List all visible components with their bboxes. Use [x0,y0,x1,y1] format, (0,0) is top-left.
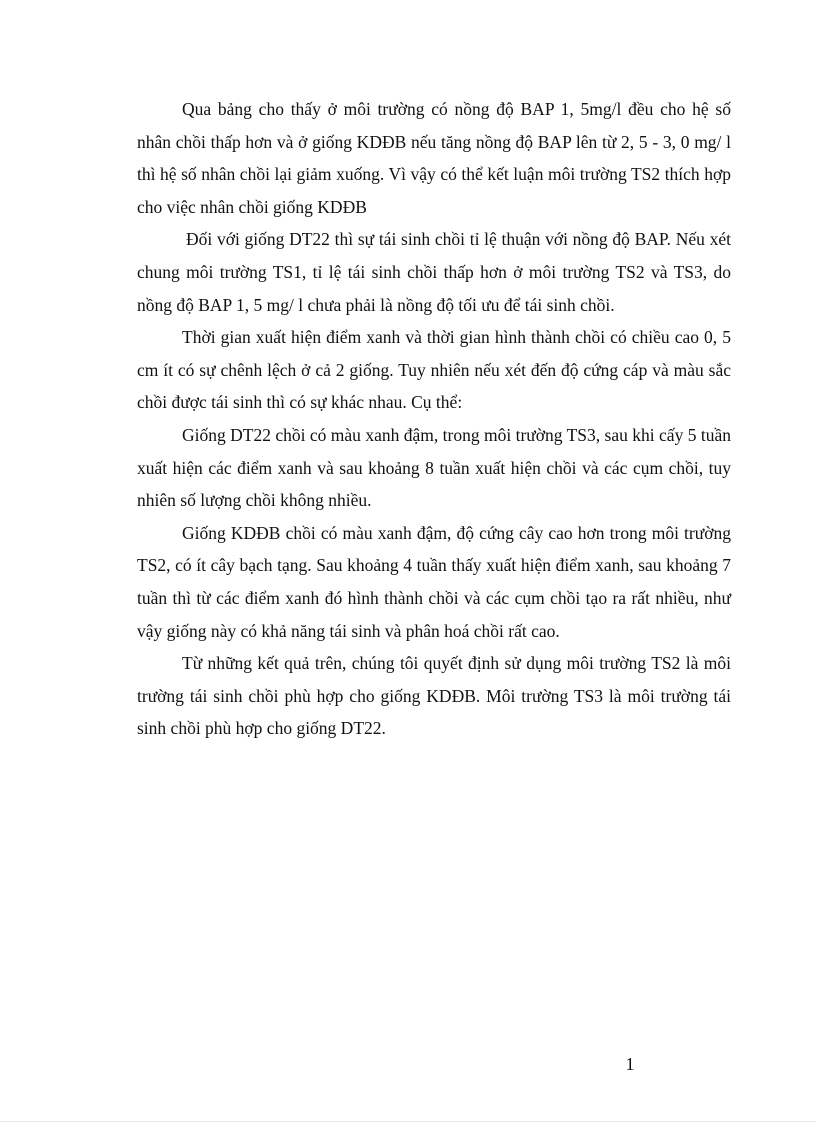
page-number: 1 [625,1054,635,1074]
paragraph-dt22-regeneration: Đối với giống DT22 thì sự tái sinh chồi tỉ lệ thuận với nồng độ BAP. Nếu xét chung môi trường TS1, tỉ lệ tái sinh chồi thấp hơn ở môi trường TS2 và TS3, do nồng độ BAP 1, 5 mg/ l chưa phải là nồng độ tối ưu để tái sinh chồi. [137,229,731,315]
body-text [137,93,731,745]
paragraph-conclusion: Từ những kết quả trên, chúng tôi quyết định sử dụng môi trường TS2 là môi trường tái sinh chồi phù hợp cho giống KDĐB. Môi trường TS3 là môi trường tái sinh chồi phù hợp cho giống DT22. [137,653,731,739]
paragraph-green-point-timing: Thời gian xuất hiện điểm xanh và thời gian hình thành chồi có chiều cao 0, 5 cm ít có sự chênh lệch ở cả 2 giống. Tuy nhiên nếu xét đến độ cứng cáp và màu sắc chồi được tái sinh thì có sự khác nhau. Cụ thể: [137,327,731,413]
paragraph-kddb-shoot-description: Giống KDĐB chồi có màu xanh đậm, độ cứng cây cao hơn trong môi trường TS2, có ít cây bạch tạng. Sau khoảng 4 tuần thấy xuất hiện điểm xanh, sau khoảng 7 tuần thì từ các điểm xanh đó hình thành chồi và các cụm chồi tạo ra rất nhiều, như vậy giống này có khả năng tái sinh và phân hoá chồi rất cao. [137,522,731,641]
page-bottom-rule [0,1121,816,1122]
paragraph-dt22-shoot-description: Giống DT22 chồi có màu xanh đậm, trong môi trường TS3, sau khi cấy 5 tuần xuất hiện các điểm xanh và sau khoảng 8 tuần xuất hiện chồi và các cụm chồi, tuy nhiên số lượng chồi không nhiều. [137,424,731,511]
paragraph-bap-results: Qua bảng cho thấy ở môi trường có nồng độ BAP 1, 5mg/l đều cho hệ số nhân chồi thấp hơn và ở giống KDĐB nếu tăng nồng độ BAP lên từ 2, 5 - 3, 0 mg/ l thì hệ số nhân chồi lại giảm xuống. Vì vậy có thể kết luận môi trường TS2 thích hợp cho việc nhân chồi giống KDĐB [137,99,731,217]
